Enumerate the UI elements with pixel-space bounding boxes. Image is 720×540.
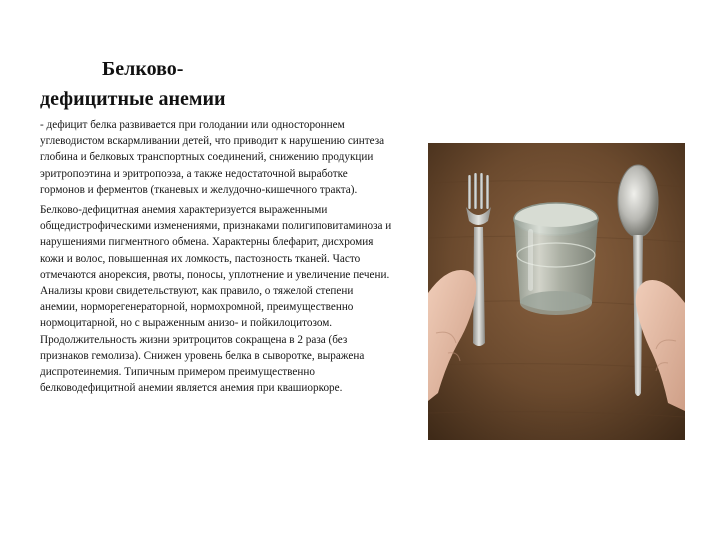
body-text (40, 117, 392, 400)
glass-icon (514, 203, 598, 315)
paragraph-clinical: Белково-дефицитная анемия характеризуется выраженными общедистрофическими изменениями, признаками полигиповитаминоза и нарушениями пигментного обмена. Характерны блефарит, дисхромия кожи и волос, повышенная их ломкость, пастозность тканей. Часто отмечаются анорексия, рвоты, поносы, уплотнение и увеличение печени. Анализы крови свидетельствуют, как правило, о тяжелой степени анемии, норморегенераторной, нормохромной, преимущественно нормоцитарной, но с выраженным анизо- и пойкилоцитозом. Продолжительность жизни эритроцитов сокращена в 2 раза (без признаков гемолиза). Снижен уровень белка в сыворотке, выражена диспротеинемия. Типичным примером преимущественно белководефицитной анемии является анемия при квашиоркоре. (40, 204, 392, 395)
title-line-2: дефицитные анемии (40, 88, 226, 110)
paragraph-definition: - дефицит белка развивается при голодании или одностороннем углеводистом вскармливании детей, что приводит к нарушению синтеза глобина и белковых транспортных соединений, снижению продукции эритропоэтина и эритропоэза, а также недостаточной выработке гормонов и ферментов (тканевых и желудочно-кишечного тракта). (40, 119, 385, 196)
slide-title (40, 54, 380, 114)
photo-empty-plate-hands (428, 143, 685, 440)
title-line-1: Белково- (102, 58, 184, 80)
